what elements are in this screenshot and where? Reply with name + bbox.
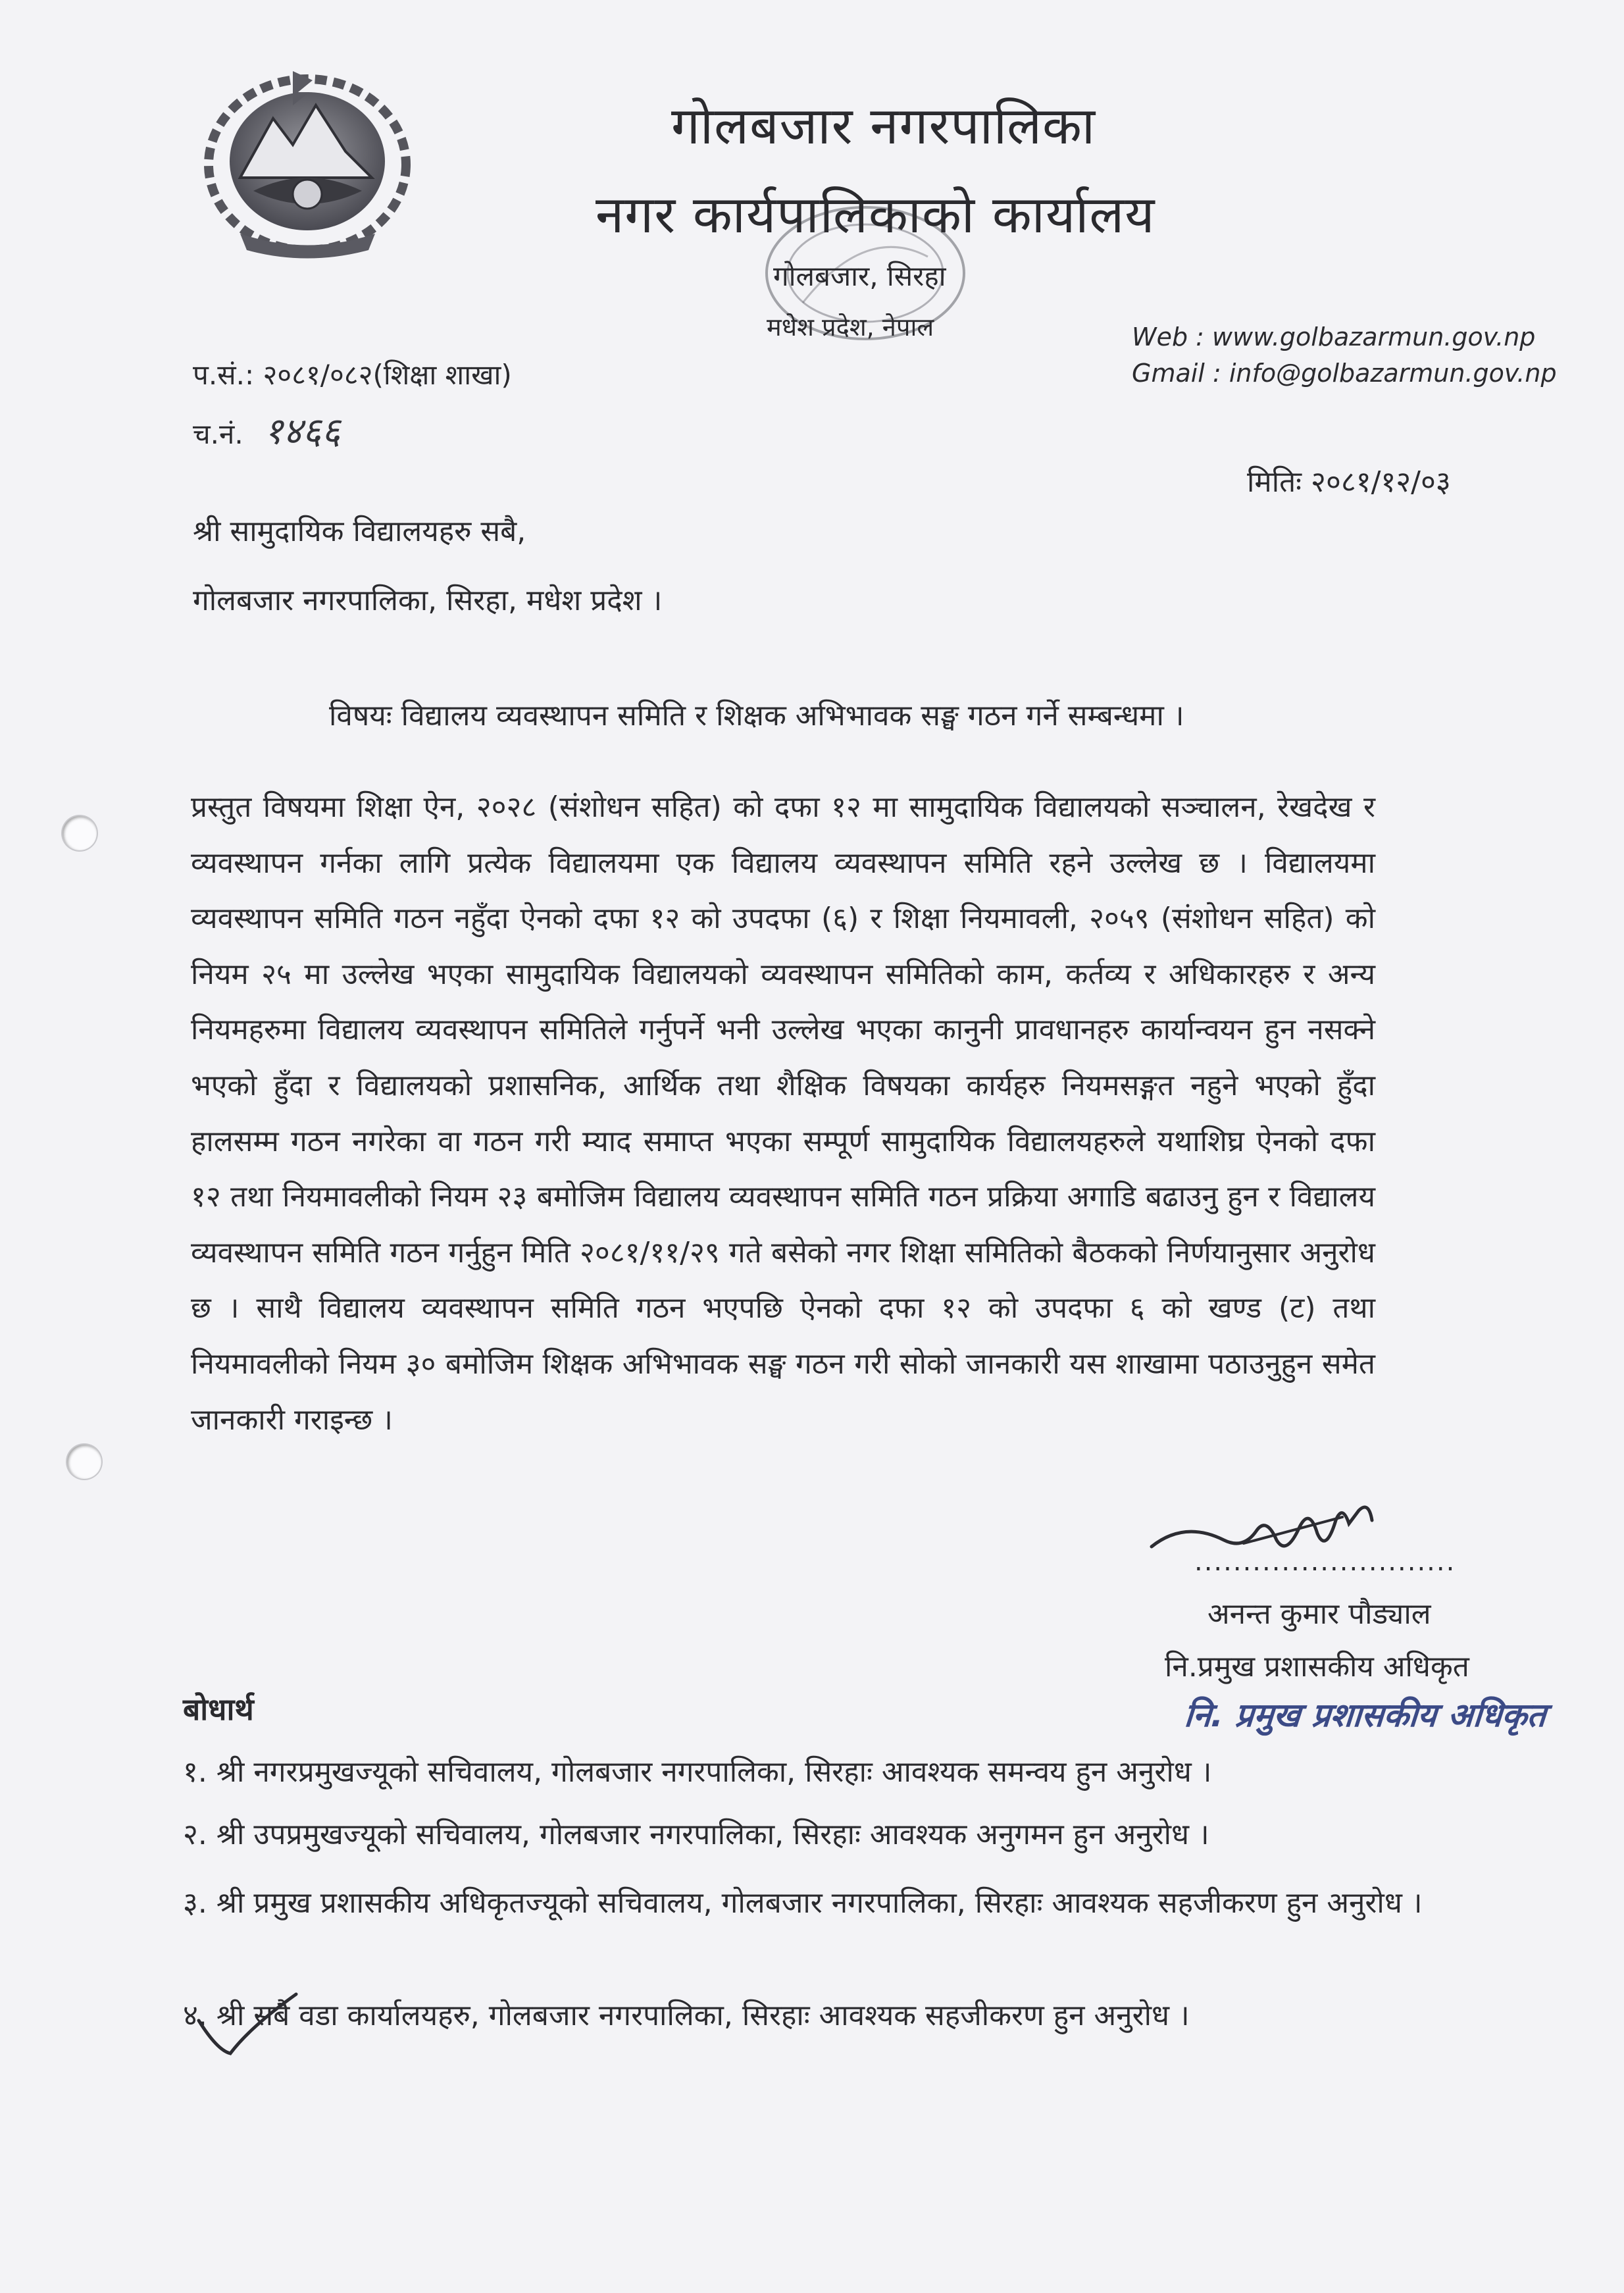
cc-item: २. श्री उपप्रमुखज्यूको सचिवालय, गोलबजार नगरपालिका, सिरहाः आवश्यक अनुगमन हुन अनुरोध । <box>183 1818 1209 1851</box>
punch-hole <box>63 816 97 850</box>
punch-hole <box>67 1445 101 1479</box>
website-text: Web : www.golbazarmun.gov.np <box>1132 322 1536 351</box>
tick-mark-icon <box>191 1988 303 2060</box>
municipality-name: गोलबजार नगरपालिका <box>671 97 1096 156</box>
signer-rubber-stamp: नि. प्रमुख प्रशासकीय अधिकृत <box>1182 1696 1548 1734</box>
signature-line: ........................... <box>1194 1547 1456 1577</box>
office-province: मधेश प्रदेश, नेपाल <box>767 313 934 342</box>
dispatch-label: च.नं. <box>193 418 243 450</box>
cc-item: १. श्री नगरप्रमुखज्यूको सचिवालय, गोलबजार नगरपालिका, सिरहाः आवश्यक समन्वय हुन अनुरोध । <box>183 1755 1212 1789</box>
cc-heading: बोधार्थ <box>183 1691 254 1727</box>
email-text: Gmail : info@golbazarmun.gov.np <box>1132 359 1557 388</box>
addressee-line-2: गोलबजार नगरपालिका, सिरहा, मधेश प्रदेश । <box>193 584 663 617</box>
dispatch-number <box>193 405 341 455</box>
letter-date: मितिः २०८१/१२/०३ <box>1247 465 1451 499</box>
addressee-line-1: श्री सामुदायिक विद्यालयहरु सबै, <box>193 515 526 548</box>
signer-name: अनन्त कुमार पौड्याल <box>1207 1597 1431 1631</box>
nepal-emblem-icon <box>194 66 421 263</box>
reference-number: प.सं.: २०८१/०८२(शिक्षा शाखा) <box>193 359 512 391</box>
office-place: गोलबजार, सिरहा <box>773 260 946 292</box>
dispatch-value: १४६६ <box>264 410 341 453</box>
signer-title: नि.प्रमुख प्रशासकीय अधिकृत <box>1165 1650 1469 1684</box>
office-name: नगर कार्यपालिकाको कार्यालय <box>596 186 1155 245</box>
cc-item: ३. श्री प्रमुख प्रशासकीय अधिकृतज्यूको सचिवालय, गोलबजार नगरपालिका, सिरहाः आवश्यक सहजीकरण हुन अनुरोध । <box>183 1886 1423 1920</box>
letter-subject: विषयः विद्यालय व्यवस्थापन समिति र शिक्षक अभिभावक सङ्घ गठन गर्ने सम्बन्धमा । <box>329 699 1184 733</box>
letter-body: प्रस्तुत विषयमा शिक्षा ऐन, २०२८ (संशोधन सहित) को दफा १२ मा सामुदायिक विद्यालयको सञ्चालन, रेखदेख र व्यवस्थापन गर्नका लागि प्रत्येक विद्यालयमा एक विद्यालय व्यवस्थापन समिति रहने उल्लेख छ । विद्यालयमा व्यवस्थापन समिति गठन नहुँदा ऐनको दफा १२ को उपदफा (६) र शिक्षा नियमावली, २०५९ (संशोधन सहित) को नियम २५ मा उल्लेख भएका सामुदायिक विद्यालयको व्यवस्थापन समितिको काम, कर्तव्य र अधिकारहरु र अन्य नियमहरुमा विद्यालय व्यवस्थापन समितिले गर्नुपर्ने भनी उल्लेख भएका कानुनी प्रावधानहरु कार्यान्वयन हुन नसक्ने भएको हुँदा र विद्यालयको प्रशासनिक, आर्थिक तथा शैक्षिक विषयका कार्यहरु नियमसङ्गत नहुने भएको हुँदा हालसम्म गठन नगरेका वा गठन गरी म्याद समाप्त भएका सम्पूर्ण सामुदायिक विद्यालयहरुले यथाशिघ्र ऐनको दफा १२ तथा नियमावलीको नियम २३ बमोजिम विद्यालय व्यवस्थापन समिति गठन प्रक्रिया अगाडि बढाउनु हुन र विद्यालय व्यवस्थापन समिति गठन गर्नुहुन मिति २०८१/११/२९ गते बसेको नगर शिक्षा समितिको बैठकको निर्णयानुसार अनुरोध छ । साथै विद्यालय व्यवस्थापन समिति गठन भएपछि ऐनको दफा १२ को उपदफा ६ को खण्ड (ट) तथा नियमावलीको नियम ३० बमोजिम शिक्षक अभिभावक सङ्घ गठन गरी सोको जानकारी यस शाखामा पठाउनुहुन समेत जानकारी गराइन्छ । <box>191 790 1375 1437</box>
cc-item: ४. श्री सबै वडा कार्यालयहरु, गोलबजार नगरपालिका, सिरहाः आवश्यक सहजीकरण हुन अनुरोध । <box>183 1999 1190 2032</box>
